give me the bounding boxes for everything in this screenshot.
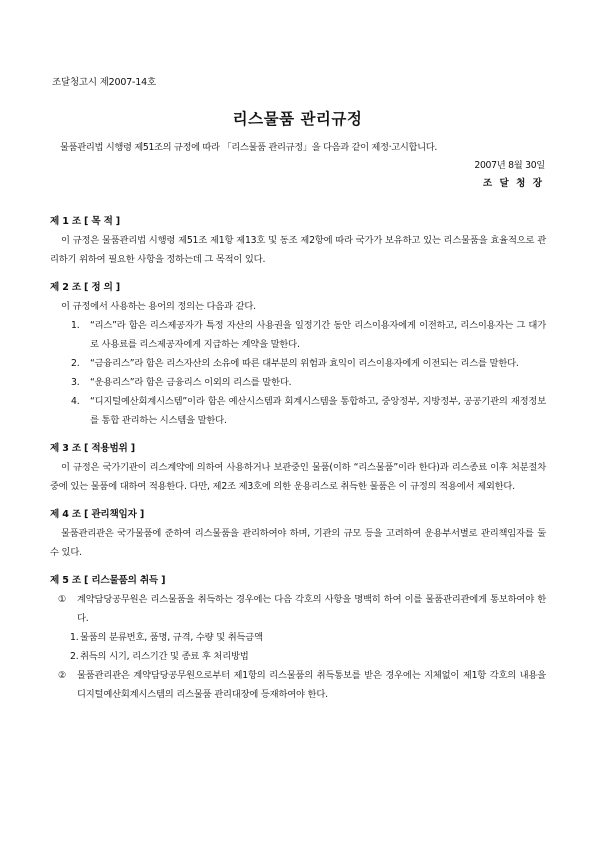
- issue-date: 2007년 8월 30일: [474, 160, 545, 171]
- item-text: 취득의 시기, 리스기간 및 종료 후 처리방법: [80, 651, 249, 662]
- list-item: [50, 316, 546, 354]
- intro-text: 물품관리법 시행령 제51조의 규정에 따라 「리스물품 관리규정」을 다음과 같이 제정·고시합니다.: [60, 142, 438, 153]
- article-3-text: 이 규정은 국가기관이 리스계약에 의하여 사용하거나 보관중인 물품(이하 “리스물품”이라 한다)과 리스종료 이후 처분절차 중에 있는 물품에 대하여 적용한다. 다만, 제2조 제3호에 의한 운용리스로 취득한 물품은 이 규정의 적용에서 제외한다.: [50, 462, 546, 492]
- list-item: [50, 647, 546, 666]
- paragraph-1: [50, 590, 546, 628]
- notice-number: 조달청고시 제2007-14호: [52, 77, 156, 88]
- item-number: 2.: [71, 358, 80, 369]
- paragraph-text: 물품관리관은 계약담당공무원으로부터 제1항의 리스물품의 취득통보를 받은 경우에는 지체없이 제1항 각호의 내용을 디지털예산회계시스템의 리스물품 관리대장에 등재하여야 한다.: [77, 670, 546, 700]
- definition-list: [50, 316, 546, 430]
- list-item: [50, 354, 546, 373]
- item-text: “리스”라 함은 리스제공자가 특정 자산의 사용권을 일정기간 동안 리스이용자에게 이전하고, 리스이용자는 그 대가로 사용료를 리스제공자에게 지급하는 계약을 말한다.: [90, 320, 546, 350]
- article-1-text: 이 규정은 물품관리법 시행령 제51조 제1항 제13호 및 동조 제2항에 따라 국가가 보유하고 있는 리스물품을 효율적으로 관리하기 위하여 필요한 사항을 정하는데 그 목적이 있다.: [50, 235, 546, 265]
- article-2-text: 이 규정에서 사용하는 용어의 정의는 다음과 같다.: [61, 301, 256, 312]
- paragraph-number: ②: [58, 670, 67, 681]
- item-text: “운용리스”라 함은 금융리스 이외의 리스를 말한다.: [90, 377, 292, 388]
- paragraph-text: 계약담당공무원은 리스물품을 취득하는 경우에는 다음 각호의 사항을 명백히 하여 이를 물품관리관에게 통보하여야 한다.: [77, 594, 546, 624]
- article-2-title: 제 2 조 [ 정 의 ]: [50, 282, 120, 293]
- item-number: 1.: [71, 320, 80, 331]
- article-4-title: 제 4 조 [ 관리책임자 ]: [50, 509, 145, 520]
- paragraph-2: [50, 666, 546, 704]
- document-title: 리스물품 관리규정: [232, 110, 363, 128]
- item-text: “디지털예산회계시스템”이라 함은 예산시스템과 회계시스템을 통합하고, 중앙정부, 지방정부, 공공기관의 재정정보를 통합 관리하는 시스템을 말한다.: [90, 396, 546, 426]
- articles-body: [50, 212, 546, 704]
- list-item: [50, 373, 546, 392]
- article-4-text: 물품관리관은 국가물품에 준하여 리스물품을 관리하여야 하며, 기관의 규모 등을 고려하여 운용부서별로 관리책임자를 둘 수 있다.: [50, 528, 546, 558]
- issuer: 조 달 청 장: [482, 178, 544, 189]
- item-text: “금융리스”라 함은 리스자산의 소유에 따른 대부분의 위험과 효익이 리스이용자에게 이전되는 리스를 말한다.: [90, 358, 519, 369]
- list-item: [50, 392, 546, 430]
- list-item: [50, 628, 546, 647]
- article-1-title: 제 1 조 [ 목 적 ]: [50, 216, 120, 227]
- item-number: 2.: [70, 651, 79, 662]
- item-text: 물품의 분류번호, 품명, 규격, 수량 및 취득금액: [80, 632, 263, 643]
- item-number: 4.: [71, 396, 80, 407]
- article-3-title: 제 3 조 [ 적용범위 ]: [50, 443, 135, 454]
- item-number: 1.: [70, 632, 79, 643]
- article-5-title: 제 5 조 [ 리스물품의 취득 ]: [50, 575, 166, 586]
- item-number: 3.: [71, 377, 80, 388]
- paragraph-number: ①: [58, 594, 67, 605]
